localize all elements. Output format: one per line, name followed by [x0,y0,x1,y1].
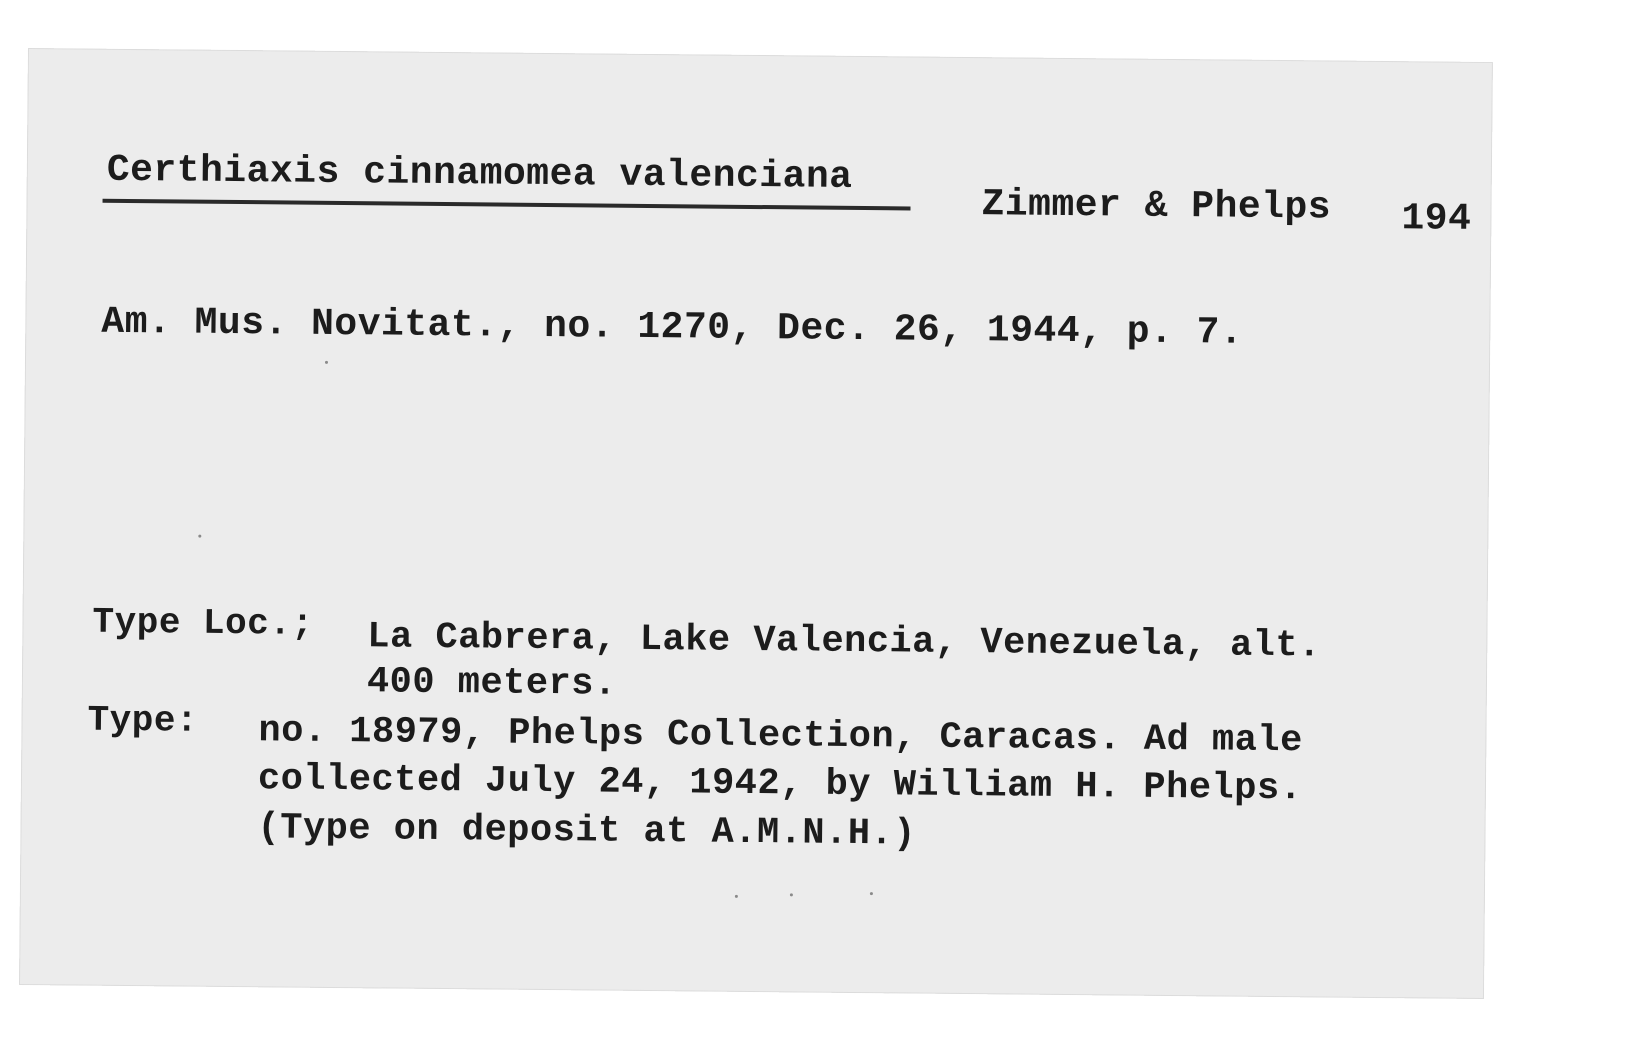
index-card [19,48,1493,999]
paper-speck [870,892,873,895]
type-specimen-line: (Type on deposit at A.M.N.H.) [257,807,917,856]
type-locality-line: La Cabrera, Lake Valencia, Venezuela, alt. [367,616,1322,668]
authors: Zimmer & Phelps [981,183,1332,230]
type-specimen-line: collected July 24, 1942, by William H. Phelps. [257,758,1303,811]
paper-speck [325,361,328,364]
type-specimen-line: no. 18979, Phelps Collection, Caracas. Ad male [258,710,1303,763]
type-label: Type: [87,699,199,742]
species-name: Certhiaxis cinnamomea valenciana [106,148,853,199]
species-name-underline [103,199,911,211]
paper-speck [735,895,738,898]
paper-speck [790,893,793,896]
type-locality-line: 400 meters. [366,661,617,706]
paper-speck [198,535,201,538]
type-locality-label: Type Loc.; [92,601,314,645]
year: 194 [1401,197,1472,241]
publication-citation: Am. Mus. Novitat., no. 1270, Dec. 26, 1944, p. 7. [101,300,1244,355]
